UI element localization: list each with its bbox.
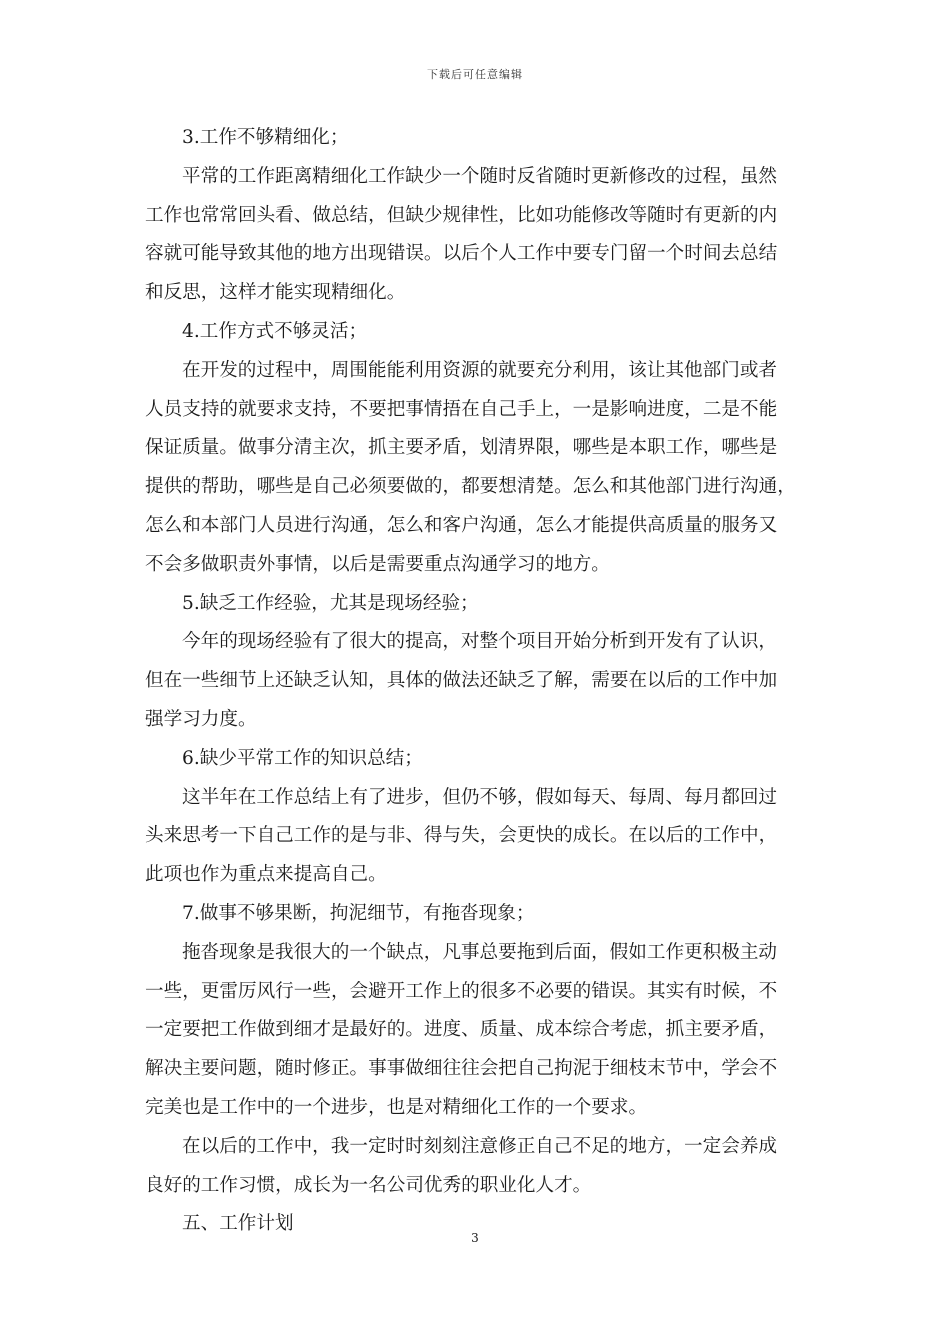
text-line: 平常的工作距离精细化工作缺少一个随时反省随时更新修改的过程，虽然 <box>182 165 778 187</box>
text-line: 工作也常常回头看、做总结，但缺少规律性，比如功能修改等随时有更新的内 <box>145 204 778 226</box>
document-body <box>145 119 805 1244</box>
text-line: 4.工作方式不够灵活； <box>182 320 368 342</box>
text-line: 五、工作计划 <box>182 1213 294 1235</box>
text-line: 怎么和本部门人员进行沟通，怎么和客户沟通，怎么才能提供高质量的服务又 <box>145 514 778 536</box>
page-number: 3 <box>471 1231 479 1245</box>
text-line: 拖沓现象是我很大的一个缺点，凡事总要拖到后面，假如工作更积极主动 <box>182 941 778 963</box>
text-line: 在以后的工作中，我一定时时刻刻注意修正自己不足的地方，一定会养成 <box>182 1135 778 1157</box>
text-line: 容就可能导致其他的地方出现错误。以后个人工作中要专门留一个时间去总结 <box>145 243 778 265</box>
text-line: 不会多做职责外事情，以后是需要重点沟通学习的地方。 <box>145 553 610 575</box>
text-line: 和反思，这样才能实现精细化。 <box>145 282 406 304</box>
text-line: 人员支持的就要求支持，不要把事情捂在自己手上，一是影响进度，二是不能 <box>145 398 778 420</box>
text-line: 一定要把工作做到细才是最好的。进度、质量、成本综合考虑，抓主要矛盾， <box>145 1019 778 1041</box>
text-line: 在开发的过程中，周围能能利用资源的就要充分利用，该让其他部门或者 <box>182 359 778 381</box>
text-line: 但在一些细节上还缺乏认知，具体的做法还缺乏了解，需要在以后的工作中加 <box>145 670 778 692</box>
text-line: 保证质量。做事分清主次，抓主要矛盾，划清界限，哪些是本职工作，哪些是 <box>145 437 778 459</box>
text-line: 今年的现场经验有了很大的提高，对整个项目开始分析到开发有了认识， <box>182 631 778 653</box>
text-line: 5.缺乏工作经验，尤其是现场经验； <box>182 592 479 614</box>
text-line: 完美也是工作中的一个进步，也是对精细化工作的一个要求。 <box>145 1096 648 1118</box>
text-line: 6.缺少平常工作的知识总结； <box>182 747 423 769</box>
header-note: 下载后可任意编辑 <box>427 68 523 81</box>
text-line: 3.工作不够精细化； <box>182 127 349 148</box>
text-line: 此项也作为重点来提高自己。 <box>145 864 387 886</box>
text-line: 强学习力度。 <box>145 708 257 730</box>
text-line: 解决主要问题，随时修正。事事做细往往会把自己拘泥于细枝末节中，学会不 <box>145 1058 778 1080</box>
text-line: 头来思考一下自己工作的是与非、得与失，会更快的成长。在以后的工作中， <box>145 825 778 847</box>
text-line: 一些，更雷厉风行一些，会避开工作上的很多不必要的错误。其实有时候，不 <box>145 980 778 1002</box>
text-line: 良好的工作习惯，成长为一名公司优秀的职业化人才。 <box>145 1174 592 1196</box>
text-line: 7.做事不够果断，拘泥细节，有拖沓现象； <box>182 902 535 924</box>
text-line: 这半年在工作总结上有了进步，但仍不够，假如每天、每周、每月都回过 <box>182 786 778 808</box>
text-line: 提供的帮助，哪些是自己必须要做的，都要想清楚。怎么和其他部门进行沟通， <box>145 476 796 498</box>
